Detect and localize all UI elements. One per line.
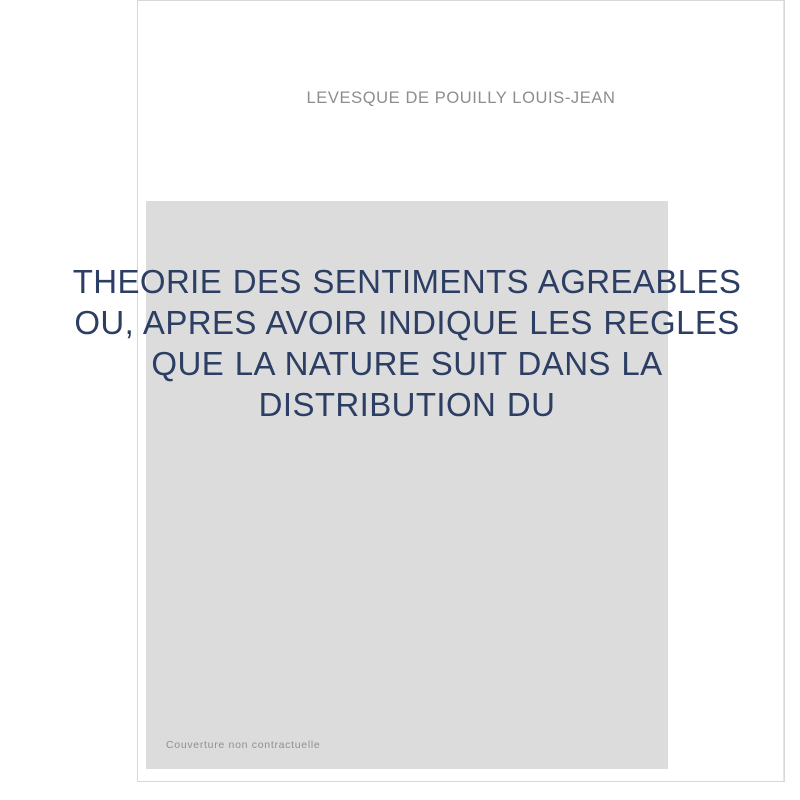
page-edge-shading (783, 1, 784, 781)
author-name: LEVESQUE DE POUILLY LOUIS-JEAN (306, 89, 616, 107)
book-title: THEORIE DES SENTIMENTS AGREABLES OU, APRES AVOIR INDIQUE LES REGLES QUE LA NATURE SUIT DANS LA DISTRIBUTION DU (72, 263, 742, 423)
cover-sheet (72, 0, 785, 782)
title-block (72, 201, 742, 769)
cover-disclaimer: Couverture non contractuelle (166, 739, 321, 751)
